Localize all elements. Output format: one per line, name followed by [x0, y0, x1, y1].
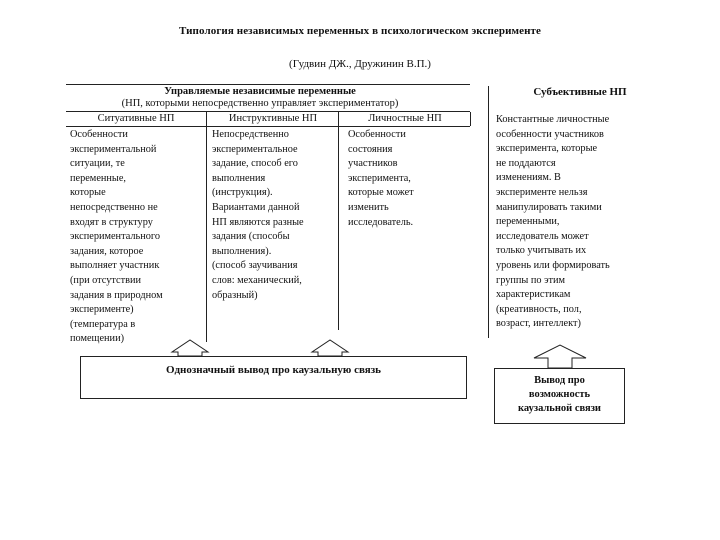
column-body-instructive: Непосредственно экспериментальное задание, способ его выполнения (инструкция). Вариантами данной НП являются разные задания (способы выполнения). (способ заучивания слов: механический, образный): [212, 129, 304, 301]
conclusion-possible-text: Вывод про возможность каузальной связи: [518, 375, 601, 414]
managed-heading: Управляемые независимые переменные: [164, 86, 356, 97]
column-header-instructive: Инструктивные НП: [228, 113, 318, 124]
column-body-situational: Особенности экспериментальной ситуации, те переменные, которые непосредственно не входят в структуру экспериментального задания, которое выполняет участник (при отсутствии задания в природном эксперименте) (температура в помещении): [70, 129, 163, 345]
managed-subheading: (НП, которыми непосредственно управляет экспериментатор): [121, 98, 399, 109]
conclusion-box-possible: [494, 368, 625, 424]
arrow-up-left: [172, 340, 208, 356]
arrow-up-middle: [312, 340, 348, 356]
column-body-personal: Особенности состояния участников эксперимента, которые может изменить исследователь.: [348, 129, 414, 228]
column-header-personal: Личностные НП: [368, 113, 442, 124]
column-header-situational: Ситуативные НП: [97, 113, 175, 124]
page-title: Типология независимых переменных в психологическом эксперименте: [178, 25, 542, 37]
conclusion-unambiguous-text: Однозначный вывод про каузальную связь: [166, 364, 381, 376]
subjective-heading: Субъективные НП: [533, 86, 627, 98]
page-subtitle: (Гудвин ДЖ., Дружинин В.П.): [289, 58, 431, 70]
conclusion-box-unambiguous: [80, 356, 467, 399]
subjective-body: Константные личностные особенности участников эксперимента, которые не поддаются изменениям. В эксперименте нельзя манипулировать такими переменными, исследователь может только учитывать их уровень или формировать группы по этим характеристикам (креативность, пол, возраст, интеллект): [496, 114, 610, 330]
arrow-up-right: [534, 345, 586, 368]
